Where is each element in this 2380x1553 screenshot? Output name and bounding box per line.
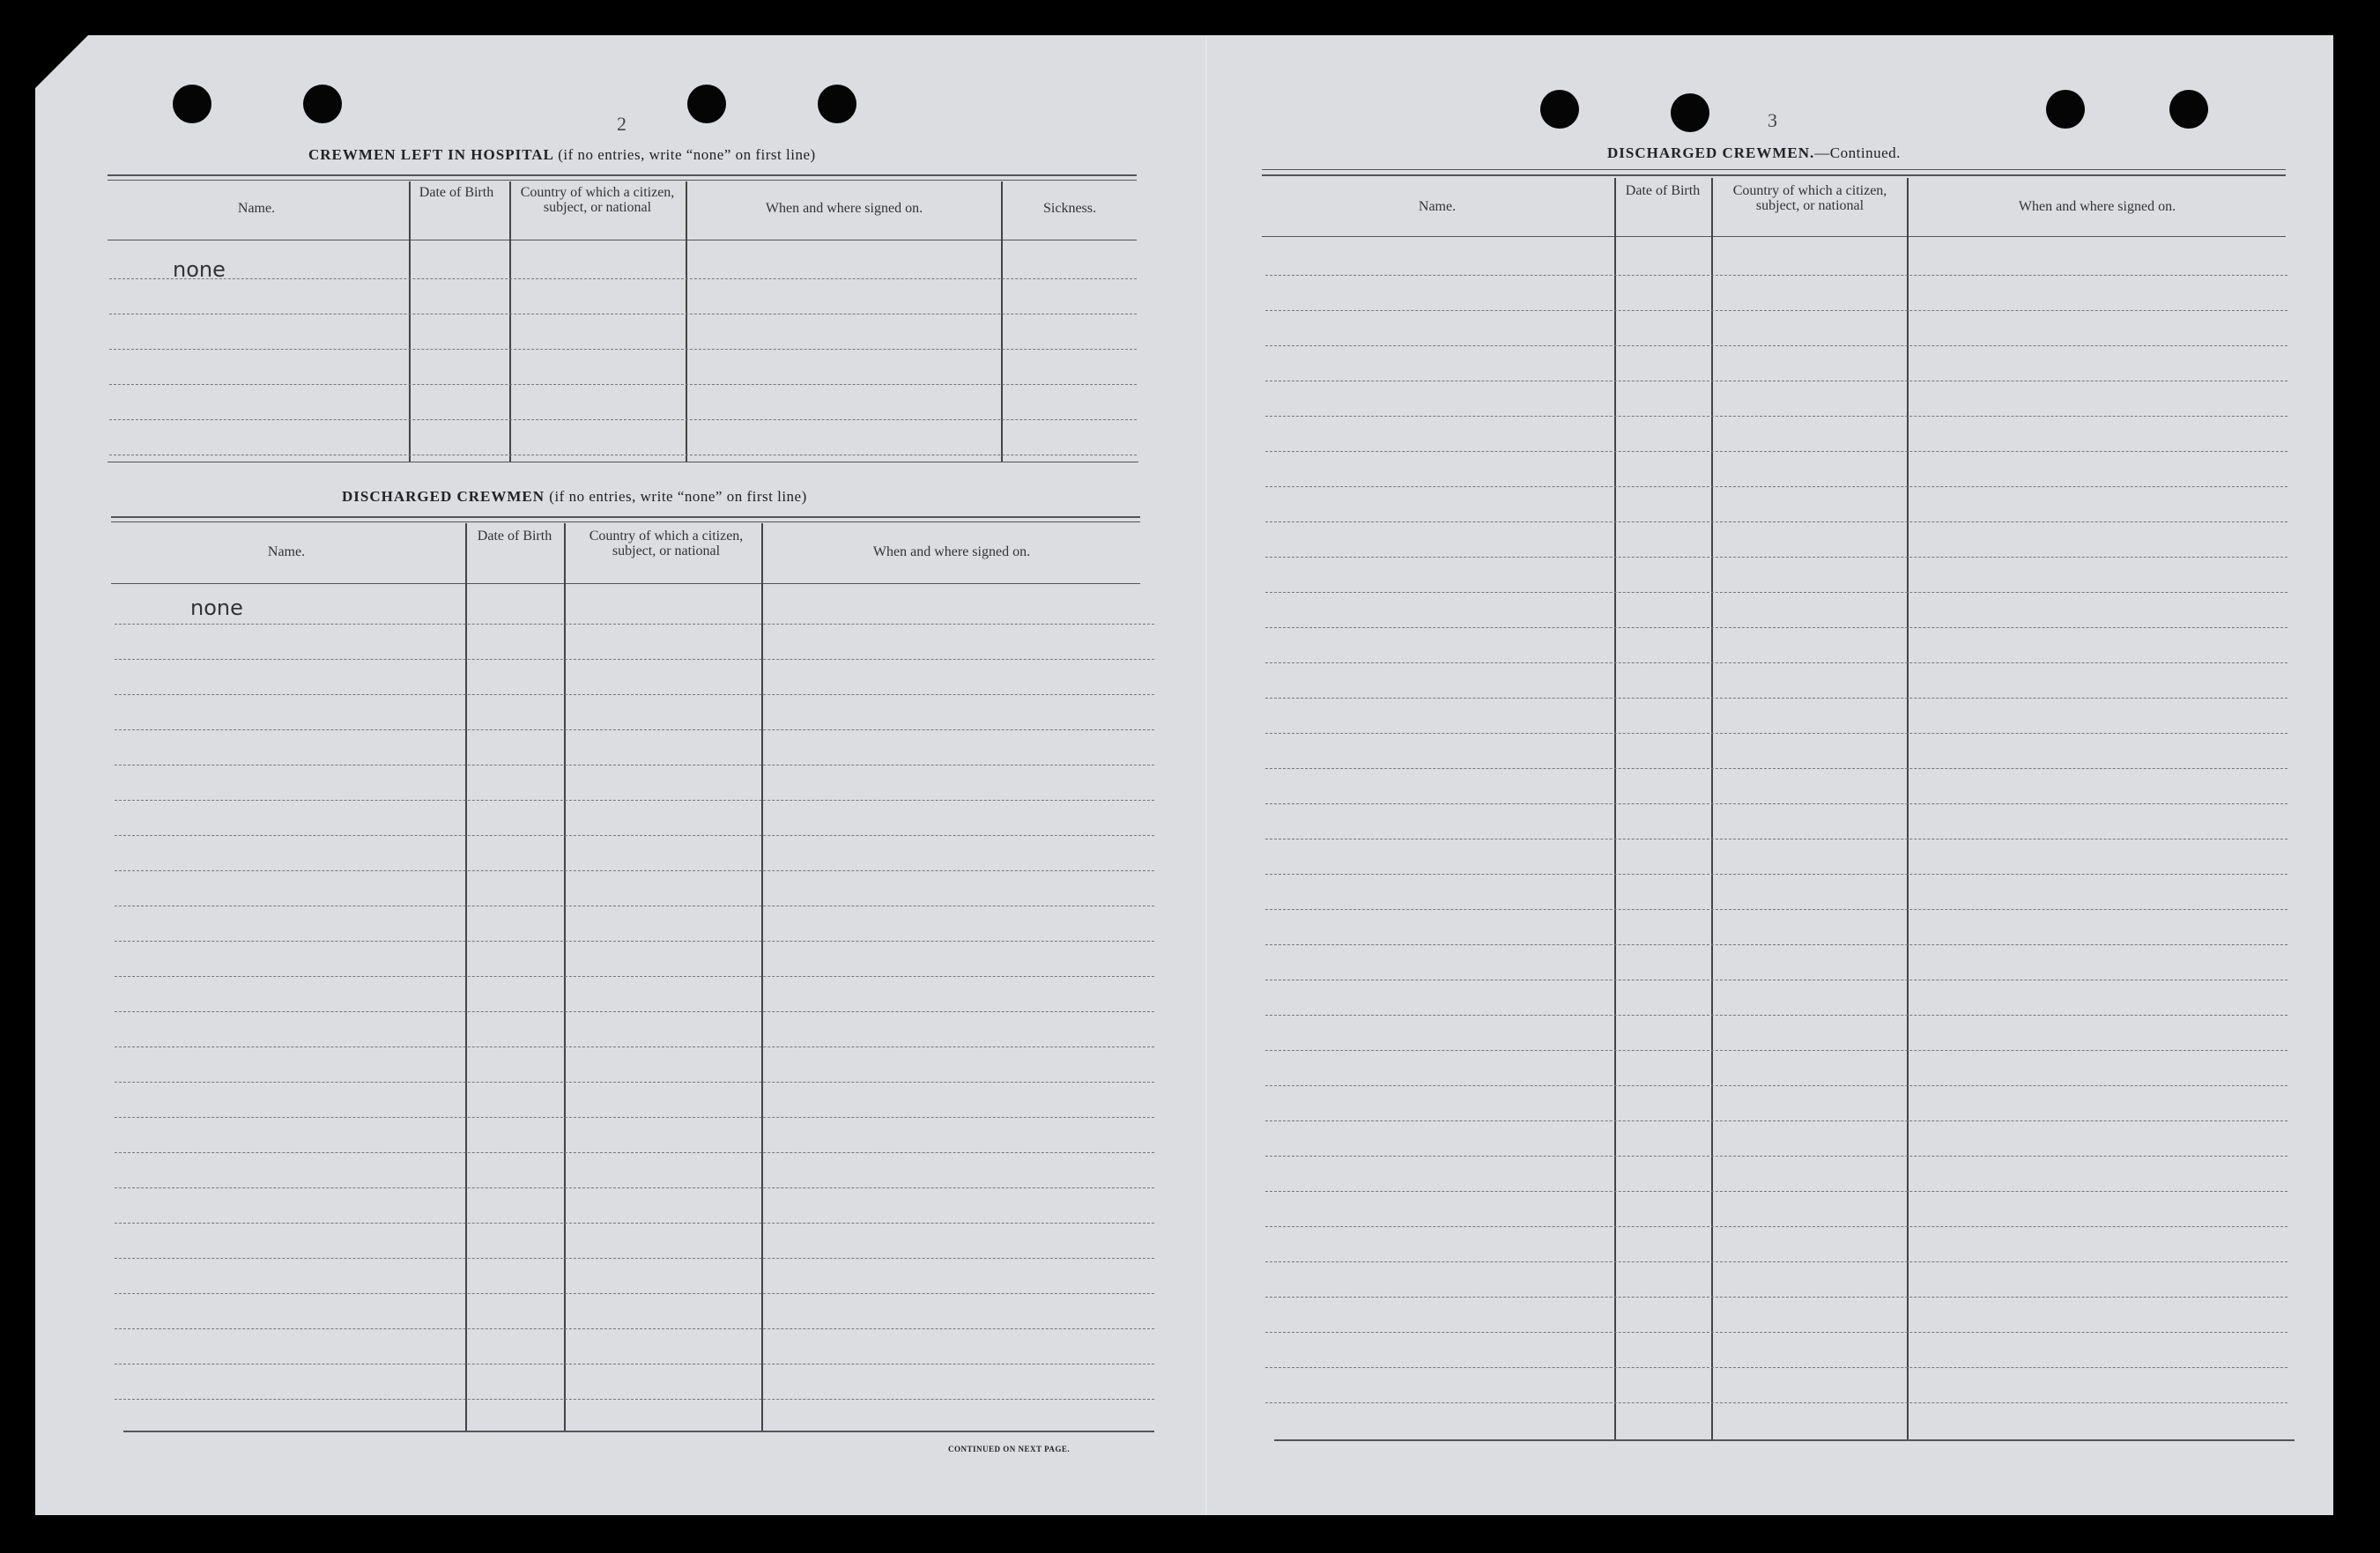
page-fold bbox=[1205, 35, 1207, 1515]
handwritten-none: none bbox=[190, 595, 243, 620]
column-header: When and where signed on. bbox=[2018, 199, 2176, 214]
ruled-line bbox=[1265, 874, 2287, 875]
ruled-line bbox=[115, 1187, 1154, 1188]
ruled-line bbox=[1265, 557, 2287, 558]
ruled-line bbox=[115, 729, 1154, 730]
ruled-line bbox=[1265, 275, 2287, 276]
ruled-line bbox=[1265, 1015, 2287, 1016]
ruled-line bbox=[115, 835, 1154, 836]
discharged-continued-title bbox=[1607, 144, 1901, 162]
ruled-line bbox=[109, 349, 1137, 350]
column-divider bbox=[1907, 178, 1909, 1441]
ruled-line bbox=[1265, 1191, 2287, 1192]
ruled-line bbox=[115, 1223, 1154, 1224]
ruled-line bbox=[1265, 662, 2287, 663]
ruled-line bbox=[1265, 1120, 2287, 1121]
ruled-line bbox=[1265, 1367, 2287, 1368]
ruled-line bbox=[1265, 416, 2287, 417]
ruled-line bbox=[1265, 1085, 2287, 1086]
ruled-line bbox=[1265, 486, 2287, 487]
ruled-line bbox=[115, 1399, 1154, 1400]
continued-title-text: DISCHARGED CREWMEN. bbox=[1607, 144, 1815, 161]
ruled-line bbox=[115, 624, 1154, 625]
punch-hole bbox=[173, 85, 211, 123]
ruled-line bbox=[115, 1046, 1154, 1047]
ruled-line bbox=[1265, 1226, 2287, 1227]
column-header: Country of which a citizen, subject, or national bbox=[520, 185, 675, 215]
column-divider bbox=[1614, 178, 1616, 1441]
column-header: When and where signed on. bbox=[765, 201, 923, 216]
table-top-rule bbox=[108, 180, 1137, 181]
table-top-rule bbox=[1262, 169, 2286, 170]
ruled-line bbox=[109, 278, 1137, 279]
punch-hole bbox=[2169, 90, 2208, 129]
ruled-line bbox=[115, 941, 1154, 942]
punch-hole bbox=[2046, 90, 2085, 129]
discharged-section-title bbox=[342, 488, 807, 506]
ruled-line bbox=[115, 659, 1154, 660]
column-header: Country of which a citizen, subject, or national bbox=[1732, 183, 1887, 213]
ruled-line bbox=[115, 870, 1154, 871]
ruled-line bbox=[1265, 803, 2287, 804]
table-bottom-rule bbox=[1274, 1439, 2295, 1441]
punch-hole bbox=[1671, 93, 1709, 132]
ruled-line bbox=[1265, 451, 2287, 452]
continued-footer: CONTINUED ON NEXT PAGE. bbox=[948, 1445, 1071, 1453]
column-header: Name. bbox=[1418, 199, 1457, 214]
column-header: Date of Birth bbox=[477, 529, 552, 544]
hospital-instruction: (if no entries, write “none” on first line) bbox=[558, 146, 816, 163]
clipped-corner bbox=[35, 35, 88, 88]
column-header: Name. bbox=[237, 201, 276, 216]
page-number-right: 3 bbox=[1768, 109, 1777, 131]
punch-hole bbox=[1540, 90, 1579, 129]
ruled-line bbox=[1265, 698, 2287, 699]
table-top-rule bbox=[111, 521, 1140, 522]
ruled-line bbox=[115, 694, 1154, 695]
discharged-instruction: (if no entries, write “none” on first line) bbox=[549, 488, 807, 505]
ruled-line bbox=[1265, 1050, 2287, 1051]
ruled-line bbox=[115, 1152, 1154, 1153]
column-header: Name. bbox=[267, 544, 306, 559]
table-bottom-rule bbox=[123, 1431, 1154, 1432]
ruled-line bbox=[115, 800, 1154, 801]
ruled-line bbox=[109, 384, 1137, 385]
hospital-section-title bbox=[308, 146, 816, 164]
ruled-line bbox=[109, 419, 1137, 420]
ruled-line bbox=[1265, 1261, 2287, 1262]
ruled-line bbox=[115, 976, 1154, 977]
header-bottom-rule bbox=[1262, 236, 2286, 237]
ruled-line bbox=[1265, 310, 2287, 311]
column-header: Country of which a citizen, subject, or national bbox=[589, 529, 744, 558]
ruled-line bbox=[1265, 1156, 2287, 1157]
ruled-line bbox=[1265, 1297, 2287, 1298]
column-header: Sickness. bbox=[1043, 201, 1096, 216]
table-top-rule bbox=[111, 516, 1140, 518]
ruled-line bbox=[1265, 1402, 2287, 1403]
punch-hole bbox=[687, 85, 726, 123]
ruled-line bbox=[1265, 733, 2287, 734]
punch-hole bbox=[818, 85, 856, 123]
page-number-left: 2 bbox=[617, 113, 627, 135]
ruled-line bbox=[1265, 345, 2287, 346]
ruled-line bbox=[1265, 521, 2287, 522]
column-header: Date of Birth bbox=[419, 185, 494, 200]
ruled-line bbox=[1265, 1332, 2287, 1333]
hospital-title-text: CREWMEN LEFT IN HOSPITAL bbox=[308, 146, 553, 163]
table-top-rule bbox=[1262, 174, 2286, 176]
header-bottom-rule bbox=[111, 583, 1140, 584]
ruled-line bbox=[115, 1293, 1154, 1294]
continued-suffix: —Continued. bbox=[1814, 144, 1901, 161]
ruled-line bbox=[115, 1258, 1154, 1259]
ruled-line bbox=[1265, 768, 2287, 769]
discharged-title-text: DISCHARGED CREWMEN bbox=[342, 488, 545, 505]
ruled-line bbox=[1265, 627, 2287, 628]
ruled-line bbox=[115, 1117, 1154, 1118]
ruled-line bbox=[115, 1082, 1154, 1083]
ruled-line bbox=[1265, 909, 2287, 910]
ruled-line bbox=[115, 1011, 1154, 1012]
column-header: Date of Birth bbox=[1625, 183, 1701, 198]
punch-hole bbox=[303, 85, 342, 123]
column-divider bbox=[1711, 178, 1713, 1441]
ruled-line bbox=[1265, 944, 2287, 945]
table-top-rule bbox=[108, 174, 1137, 176]
ruled-line bbox=[1265, 592, 2287, 593]
column-header: When and where signed on. bbox=[872, 544, 1031, 559]
ruled-line bbox=[115, 1328, 1154, 1329]
handwritten-none: none bbox=[173, 257, 226, 282]
